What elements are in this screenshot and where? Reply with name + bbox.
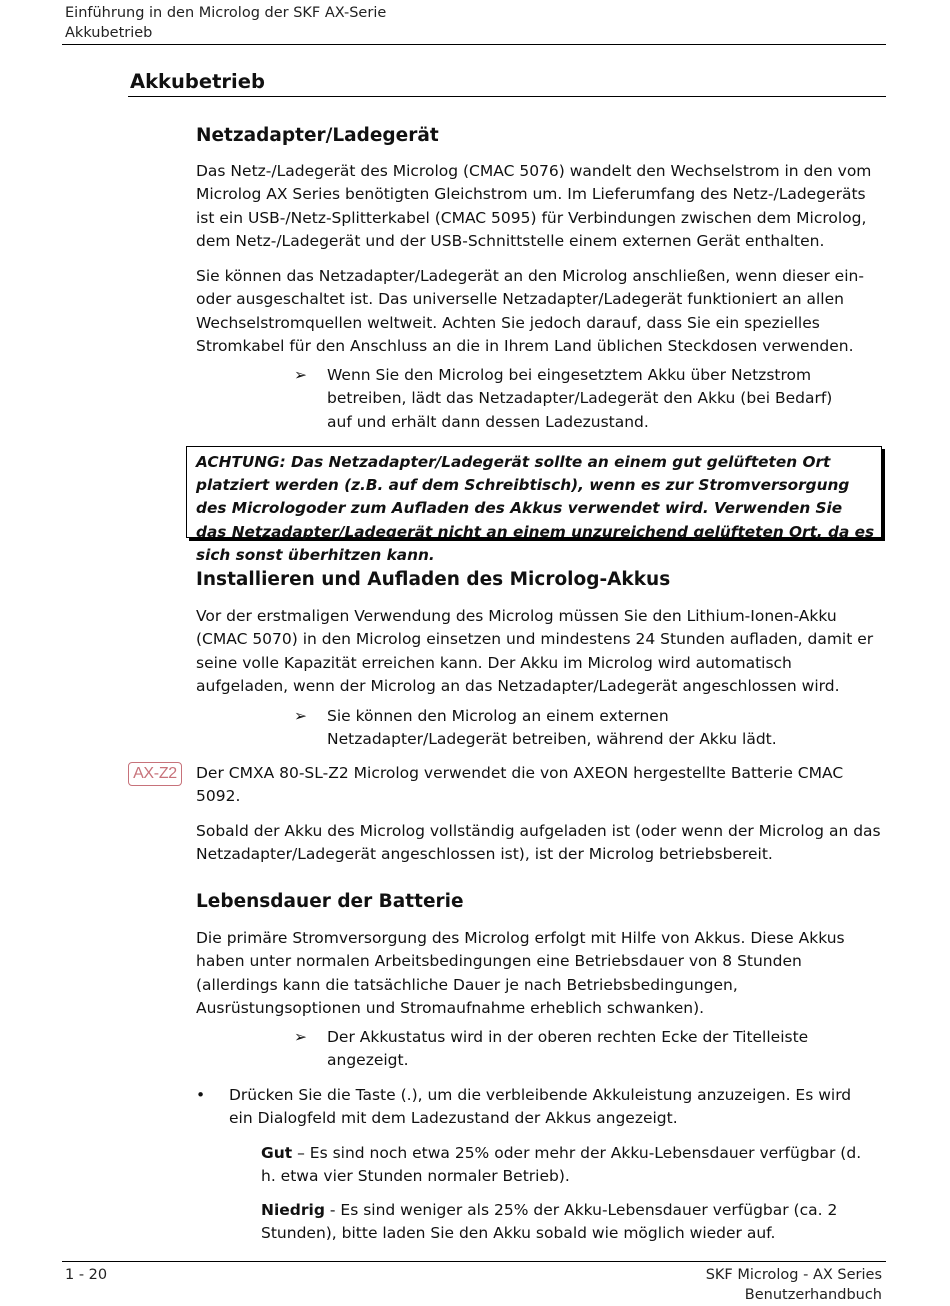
status-gut-text: – Es sind noch etwa 25% oder mehr der Akku-Lebensdauer verfügbar (d. h. etwa vier Stunden normaler Betrieb). [261, 1144, 862, 1186]
status-niedrig-description [261, 1199, 871, 1246]
arrow-list-text: Sie können den Microlog an einem externen Netzadapter/Ladegerät betreiben, während der Akku lädt. [327, 707, 777, 749]
arrow-bullet-icon: ➢ [294, 707, 307, 725]
heading-installieren: Installieren und Aufladen des Microlog-Akkus [196, 569, 671, 590]
running-header-section: Akkubetrieb [65, 25, 153, 41]
arrow-bullet-icon: ➢ [294, 1028, 307, 1046]
footer-rule [62, 1261, 886, 1262]
section-title-rule [128, 96, 886, 97]
heading-lebensdauer: Lebensdauer der Batterie [196, 891, 464, 912]
bullet-list-text: Drücken Sie die Taste (.), um die verbleibende Akkuleistung anzuzeigen. Es wird ein Dialogfeld mit dem Ladezustand der Akkus angezeigt. [229, 1086, 852, 1128]
paragraph-installieren-ready: Sobald der Akku des Microlog vollständig aufgeladen ist (oder wenn der Microlog an das Netzadapter/Ladegerät angeschlossen ist), ist der Microlog betriebsbereit. [196, 822, 881, 864]
arrow-bullet-icon: ➢ [294, 366, 307, 384]
page-number: 1 - 20 [65, 1267, 108, 1283]
footer-document: Benutzerhandbuch [744, 1287, 882, 1303]
running-header-title: Einführung in den Microlog der SKF AX-Serie [65, 5, 387, 21]
warning-box [186, 446, 882, 564]
heading-netzadapter: Netzadapter/Ladegerät [196, 125, 439, 146]
bullet-dot-icon: • [196, 1086, 206, 1104]
warning-text: ACHTUNG: Das Netzadapter/Ladegerät sollte an einem gut gelüfteten Ort platziert werden (z.B. auf dem Schreibtisch), wenn es zur Stromversorgung des Micrologoder zum Aufladen des Akkus verwendet wird. Verwenden Sie das Netzadapter/Ladegerät nicht an einem unzureichend gelüfteten Ort, da es sich sonst überhitzen kann. [196, 453, 875, 564]
arrow-list-text: Der Akkustatus wird in der oberen rechten Ecke der Titelleiste angezeigt. [327, 1028, 809, 1070]
status-gut-description [261, 1142, 871, 1189]
status-gut-label: Gut [261, 1144, 293, 1162]
paragraph-installieren-battery-model: Der CMXA 80-SL-Z2 Microlog verwendet die von AXEON hergestellte Batterie CMAC 5092. [196, 764, 844, 806]
status-niedrig-text: - Es sind weniger als 25% der Akku-Lebensdauer verfügbar (ca. 2 Stunden), bitte laden Sie den Akku sobald wie möglich wieder auf. [261, 1201, 838, 1243]
header-rule [62, 44, 886, 45]
paragraph-netzadapter-connect: Sie können das Netzadapter/Ladegerät an den Microlog anschließen, wenn dieser ein- oder ausgeschaltet ist. Das universelle Netzadapter/Ladegerät funktioniert an allen Wechselstromquellen weltweit. Achten Sie jedoch darauf, dass Sie ein spezielles Stromkabel für den Anschluss an die in Ihrem Land üblichen Steckdosen verwenden. [196, 267, 864, 356]
paragraph-netzadapter-intro: Das Netz-/Ladegerät des Microlog (CMAC 5076) wandelt den Wechselstrom in den vom Microlog AX Series benötigten Gleichstrom um. Im Lieferumfang des Netz-/Ladegeräts ist ein USB-/Netz-Splitterkabel (CMAC 5095) für Verbindungen zwischen dem Microlog, dem Netz-/Ladegerät und der USB-Schnittstelle einem externen Gerät enthalten. [196, 162, 872, 251]
section-title: Akkubetrieb [130, 70, 265, 93]
model-badge: AX-Z2 [128, 762, 182, 786]
footer-product: SKF Microlog - AX Series [705, 1267, 882, 1283]
paragraph-lebensdauer-intro: Die primäre Stromversorgung des Microlog erfolgt mit Hilfe von Akkus. Diese Akkus haben unter normalen Arbeitsbedingungen eine Betriebsdauer von 8 Stunden (allerdings kann die tatsächliche Dauer je nach Betriebsbedingungen, Ausrüstungsoptionen und Stromaufnahme erheblich schwanken). [196, 929, 845, 1018]
arrow-list-text: Wenn Sie den Microlog bei eingesetztem Akku über Netzstrom betreiben, lädt das Netzadapter/Ladegerät den Akku (bei Bedarf) auf und erhält dann dessen Ladezustand. [327, 366, 833, 431]
paragraph-installieren-intro: Vor der erstmaligen Verwendung des Microlog müssen Sie den Lithium-Ionen-Akku (CMAC 5070) in den Microlog einsetzen und mindestens 24 Stunden aufladen, damit er seine volle Kapazität erreichen kann. Der Akku im Microlog wird automatisch aufgeladen, wenn der Microlog an das Netzadapter/Ladegerät angeschlossen wird. [196, 607, 874, 696]
status-niedrig-label: Niedrig [261, 1201, 325, 1219]
